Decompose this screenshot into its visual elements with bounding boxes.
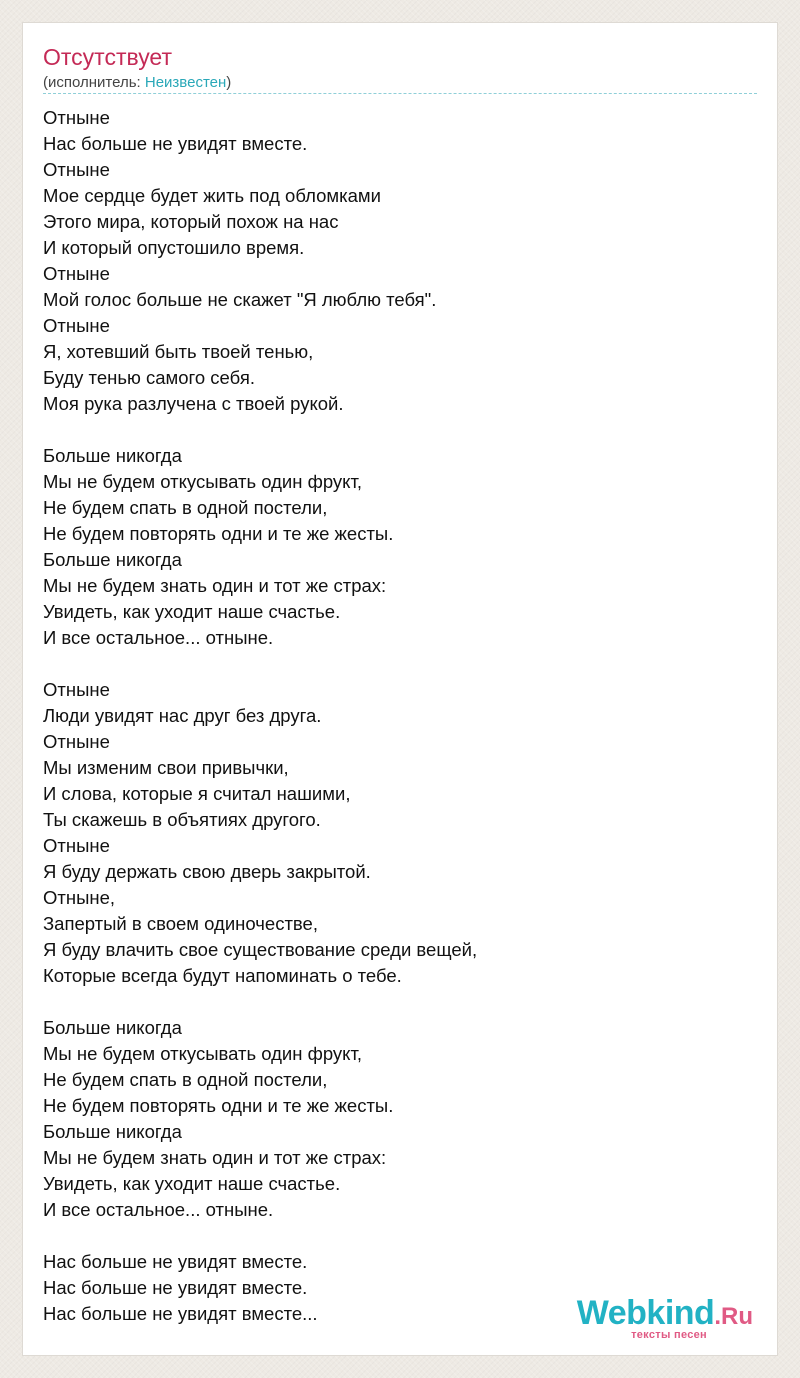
artist-link[interactable]: Неизвестен	[144, 74, 227, 91]
lyric-line: И все остальное... отныне.	[43, 627, 274, 648]
lyric-line: Запертый в своем одиночестве,	[43, 913, 318, 934]
lyric-line: Моя рука разлучена с твоей рукой.	[43, 393, 344, 414]
lyric-line: Не будем спать в одной постели,	[43, 1069, 328, 1090]
lyrics-card	[22, 22, 778, 1356]
lyric-line: Которые всегда будут напоминать о тебе.	[43, 965, 402, 986]
lyric-line: Отныне	[43, 679, 110, 700]
lyric-line: Отныне	[43, 315, 110, 336]
lyric-line: Нас больше не увидят вместе...	[43, 1303, 318, 1324]
lyric-line: Больше никогда	[43, 1017, 182, 1038]
song-title: Отсутствует	[43, 44, 172, 70]
lyric-line: Отныне	[43, 731, 110, 752]
lyric-line: Увидеть, как уходит наше счастье.	[43, 601, 341, 622]
lyric-line: Мой голос больше не скажет "Я люблю тебя".	[43, 289, 437, 310]
lyric-line: Мы не будем откусывать один фрукт,	[43, 1043, 363, 1064]
lyric-line: Отныне	[43, 835, 110, 856]
lyric-line: Ты скажешь в объятиях другого.	[43, 809, 321, 830]
lyric-blank-line	[43, 989, 743, 1015]
lyric-line: Отныне	[43, 159, 110, 180]
lyric-line: Я буду влачить свое существование среди вещей,	[43, 939, 478, 960]
site-logo[interactable]	[553, 1294, 753, 1341]
lyric-line: Люди увидят нас друг без друга.	[43, 705, 322, 726]
lyric-blank-line	[43, 417, 743, 443]
logo-tagline: тексты песен	[631, 1329, 707, 1341]
lyric-line: Больше никогда	[43, 549, 182, 570]
lyrics-text	[43, 105, 743, 1327]
lyric-line: И который опустошило время.	[43, 237, 305, 258]
lyric-line: И все остальное... отныне.	[43, 1199, 274, 1220]
logo-brand: Webkind	[576, 1294, 715, 1332]
lyric-line: Увидеть, как уходит наше счастье.	[43, 1173, 341, 1194]
lyric-line: Не будем повторять одни и те же жесты.	[43, 523, 394, 544]
lyric-line: Мое сердце будет жить под обломками	[43, 185, 381, 206]
lyric-line: Нас больше не увидят вместе.	[43, 133, 308, 154]
lyric-line: Мы не будем знать один и тот же страх:	[43, 1147, 387, 1168]
lyric-line: Мы изменим свои привычки,	[43, 757, 289, 778]
lyric-line: Буду тенью самого себя.	[43, 367, 255, 388]
lyric-line: Не будем спать в одной постели,	[43, 497, 328, 518]
lyric-line: Отныне	[43, 263, 110, 284]
lyric-line: Больше никогда	[43, 445, 182, 466]
lyric-line: Отныне	[43, 107, 110, 128]
lyric-line: Нас больше не увидят вместе.	[43, 1277, 308, 1298]
lyric-line: И слова, которые я считал нашими,	[43, 783, 351, 804]
lyric-line: Этого мира, который похож на нас	[43, 211, 339, 232]
lyric-line: Не будем повторять одни и те же жесты.	[43, 1095, 394, 1116]
lyric-line: Я буду держать свою дверь закрытой.	[43, 861, 371, 882]
lyric-line: Отныне,	[43, 887, 116, 908]
artist-prefix: (исполнитель:	[43, 74, 145, 91]
lyric-line: Мы не будем знать один и тот же страх:	[43, 575, 387, 596]
lyric-line: Мы не будем откусывать один фрукт,	[43, 471, 363, 492]
lyric-line: Больше никогда	[43, 1121, 182, 1142]
artist-line	[43, 73, 231, 93]
header-divider	[43, 93, 757, 94]
lyric-line: Я, хотевший быть твоей тенью,	[43, 341, 314, 362]
lyric-blank-line	[43, 1223, 743, 1249]
lyric-line: Нас больше не увидят вместе.	[43, 1251, 308, 1272]
lyric-blank-line	[43, 651, 743, 677]
artist-suffix: )	[226, 74, 232, 91]
logo-tld: .Ru	[714, 1303, 753, 1330]
